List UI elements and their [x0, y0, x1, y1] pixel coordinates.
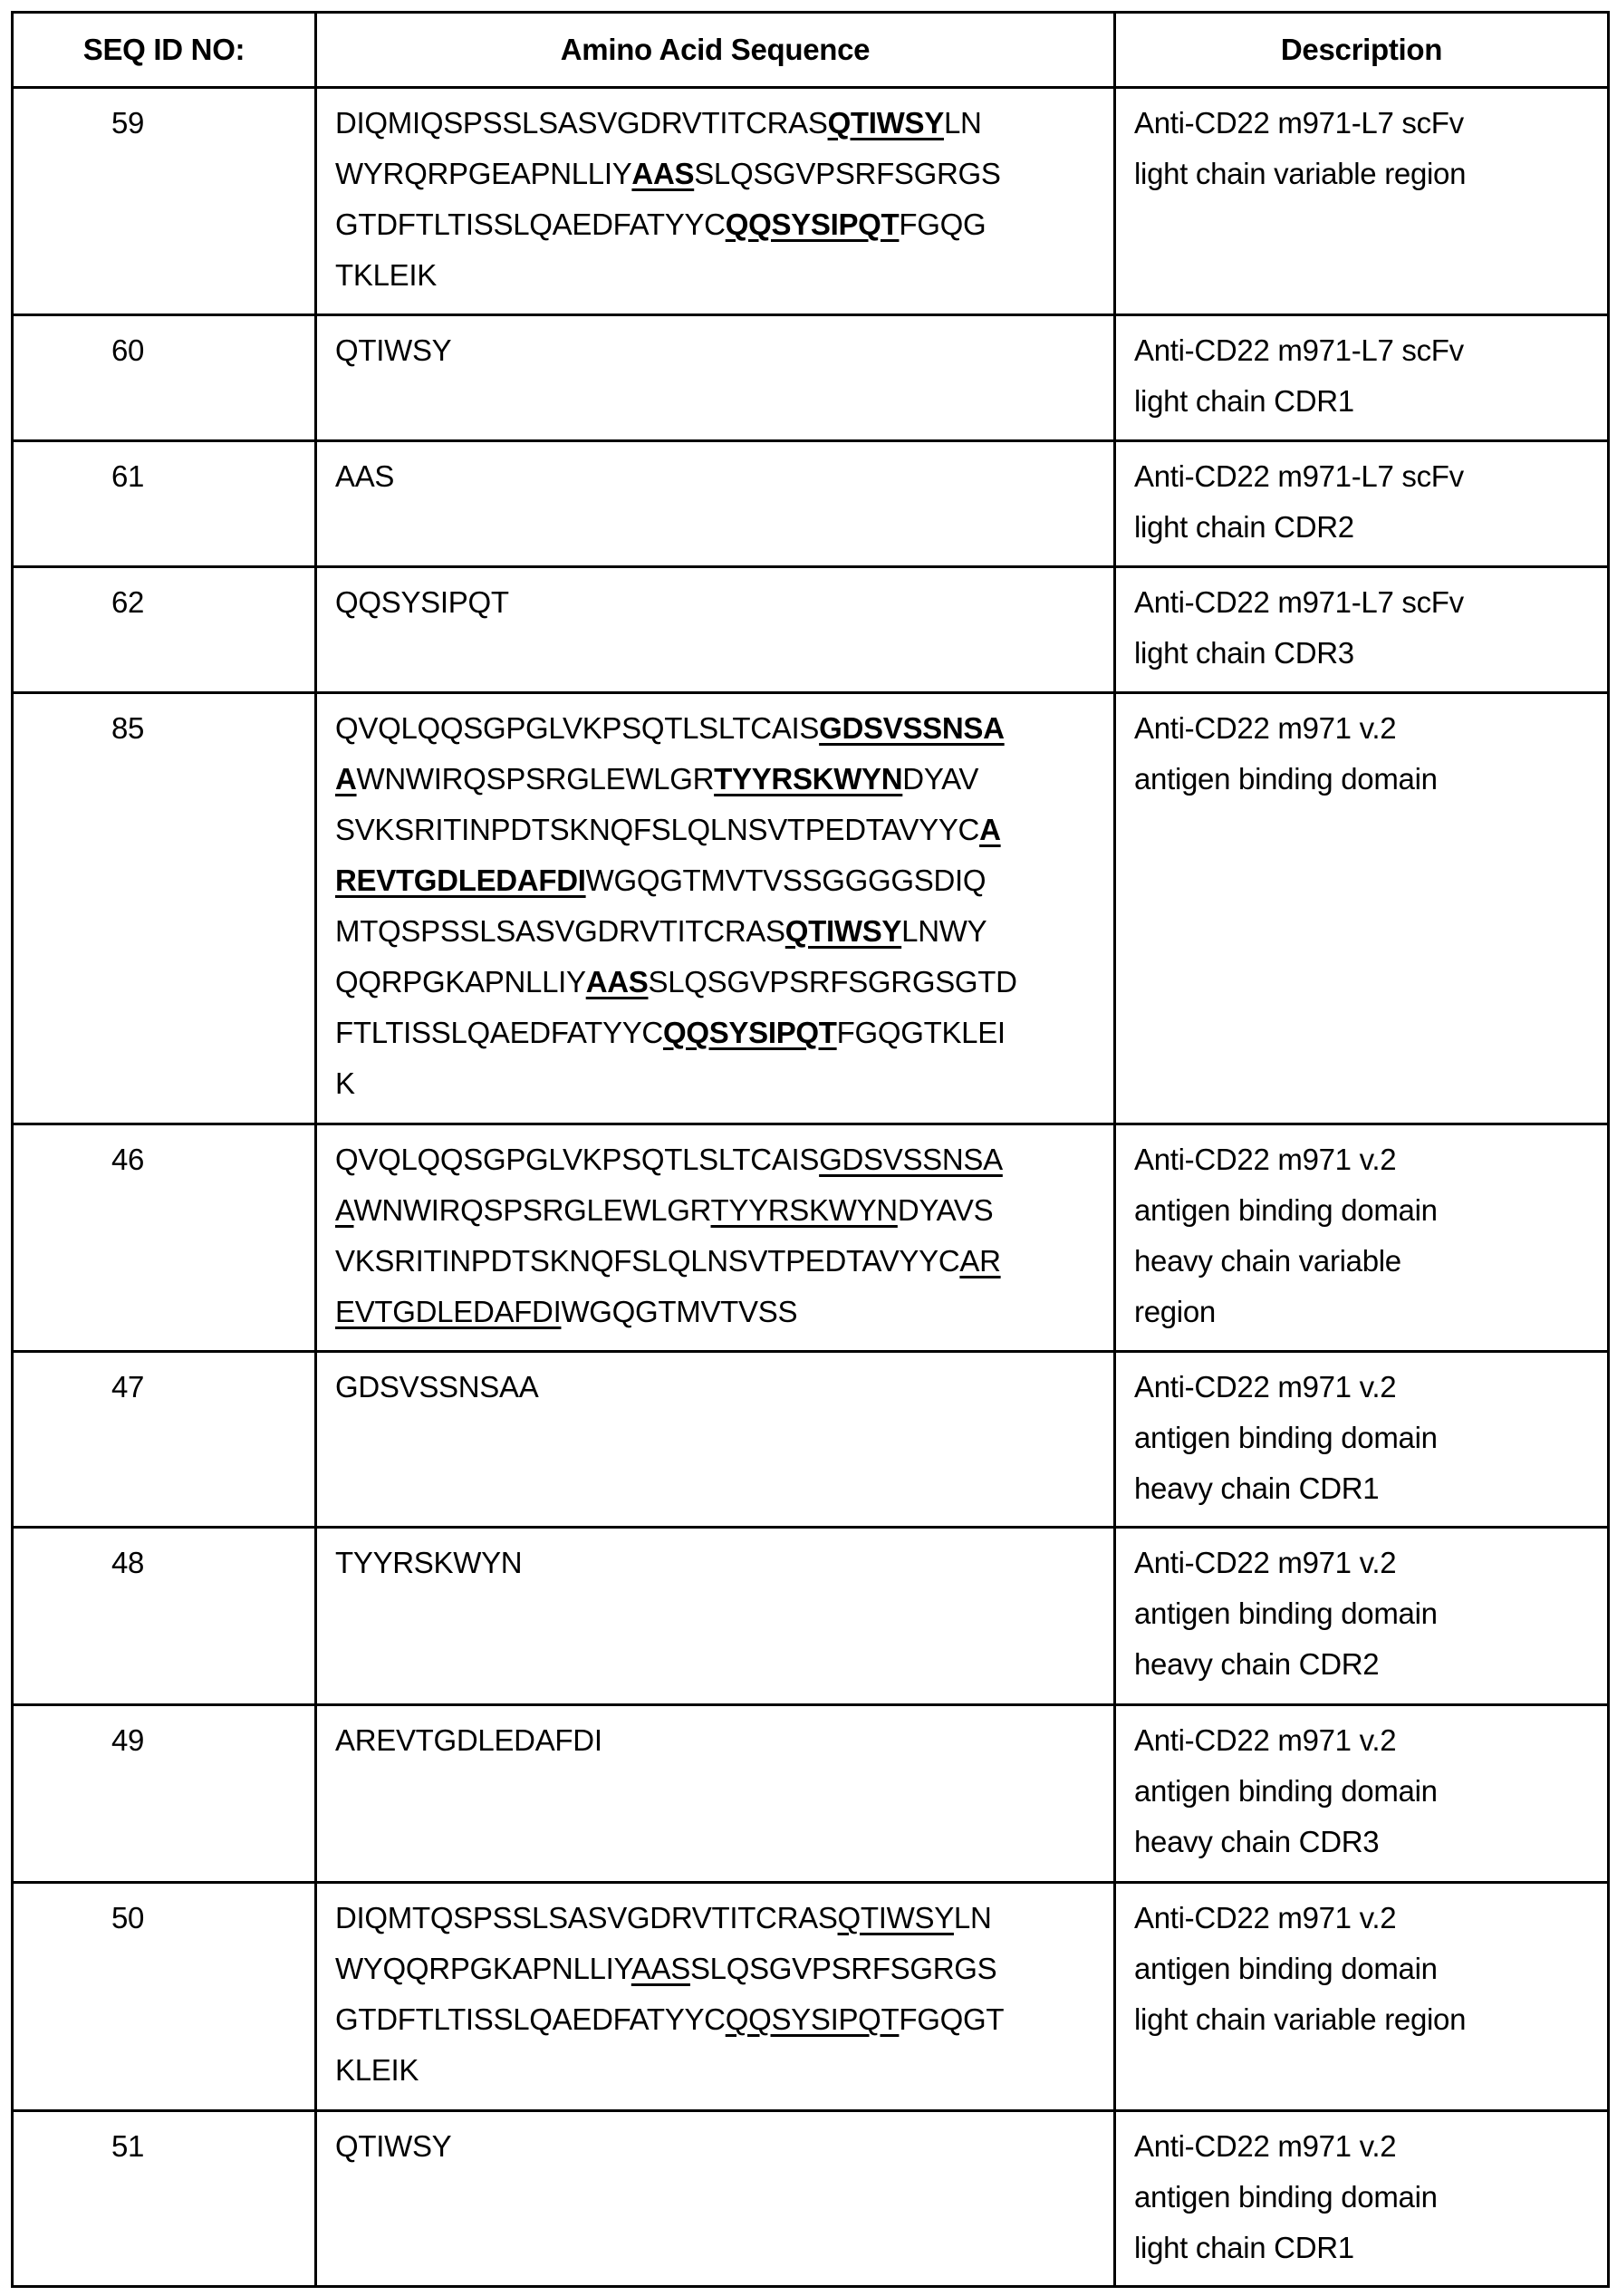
sequence-segment: QQRPGKAPNLLIY: [335, 965, 586, 998]
sequence-line: [335, 1944, 1095, 1994]
sequence-line: [335, 1994, 1095, 2045]
sequence-line: [335, 855, 1095, 906]
description-line: Anti-CD22 m971 v.2: [1134, 703, 1589, 754]
description-line: Anti-CD22 m971-L7 scFv: [1134, 325, 1589, 376]
cdr-segment: QTIWSY: [838, 1901, 954, 1934]
sequence-line: [335, 2121, 1095, 2172]
cdr-segment: QQSYSIPQT: [726, 207, 900, 241]
description-line: Anti-CD22 m971-L7 scFv: [1134, 98, 1589, 149]
sequence-segment: SLQSGVPSRFSGRGS: [694, 157, 1000, 190]
sequence-segment: SLQSGVPSRFSGRGSGTD: [648, 965, 1016, 998]
seq-id-cell: 49: [13, 1705, 316, 1883]
description-line: heavy chain CDR2: [1134, 1639, 1589, 1690]
description-cell: [1115, 1883, 1609, 2111]
description-line: Anti-CD22 m971 v.2: [1134, 2121, 1589, 2172]
sequence-segment: WNWIRQSPSRGLEWLGR: [354, 1193, 711, 1227]
description-line: antigen binding domain: [1134, 2172, 1589, 2223]
sequence-line: [335, 199, 1095, 250]
description-line: heavy chain CDR3: [1134, 1817, 1589, 1867]
sequence-line: [335, 98, 1095, 149]
cdr-segment: AAS: [631, 157, 694, 190]
seq-id-cell: 85: [13, 693, 316, 1124]
sequence-line: [335, 1008, 1095, 1058]
sequence-line: [335, 957, 1095, 1008]
header-description: Description: [1115, 13, 1609, 88]
sequence-segment: GTDFTLTISSLQAEDFATYYC: [335, 207, 726, 241]
sequence-table: [11, 11, 1610, 2288]
cdr-segment: TYYRSKWYN: [711, 1193, 898, 1227]
sequence-segment: FGQGTKLEI: [837, 1016, 1006, 1049]
sequence-segment: SLQSGVPSRFSGRGS: [690, 1952, 996, 1985]
sequence-line: [335, 1893, 1095, 1944]
description-line: Anti-CD22 m971 v.2: [1134, 1893, 1589, 1944]
sequence-segment: GDSVSSNSAA: [335, 1370, 538, 1404]
description-line: heavy chain CDR1: [1134, 1463, 1589, 1514]
description-cell: [1115, 88, 1609, 315]
description-cell: [1115, 693, 1609, 1124]
cdr-segment: AR: [959, 1244, 1000, 1278]
description-line: Anti-CD22 m971 v.2: [1134, 1362, 1589, 1413]
sequence-line: [335, 1236, 1095, 1287]
sequence-segment: WGQGTMVTVSSGGGGSDIQ: [586, 863, 987, 897]
header-seq-id: SEQ ID NO:: [13, 13, 316, 88]
table-row: [13, 88, 1609, 315]
description-line: light chain variable region: [1134, 149, 1589, 199]
description-line: light chain variable region: [1134, 1994, 1589, 2045]
description-line: antigen binding domain: [1134, 1588, 1589, 1639]
cdr-segment: AAS: [631, 1952, 690, 1985]
sequence-line: [335, 1715, 1095, 1766]
sequence-segment: LN: [954, 1901, 992, 1934]
sequence-cell: [316, 441, 1115, 567]
description-cell: [1115, 1705, 1609, 1883]
sequence-segment: KLEIK: [335, 2053, 419, 2087]
sequence-line: [335, 1185, 1095, 1236]
description-line: Anti-CD22 m971-L7 scFv: [1134, 577, 1589, 628]
table-row: [13, 441, 1609, 567]
cdr-segment: A: [335, 1193, 354, 1227]
cdr-segment: QQSYSIPQT: [726, 2002, 900, 2036]
sequence-line: [335, 1134, 1095, 1185]
sequence-segment: LN: [944, 106, 982, 140]
header-row: [13, 13, 1609, 88]
table-row: [13, 2111, 1609, 2287]
sequence-line: [335, 2045, 1095, 2096]
description-line: light chain CDR3: [1134, 628, 1589, 679]
description-line: region: [1134, 1287, 1589, 1337]
sequence-line: [335, 1362, 1095, 1413]
sequence-segment: MTQSPSSLSASVGDRVTITCRAS: [335, 914, 785, 948]
description-cell: [1115, 315, 1609, 441]
seq-id-cell: 47: [13, 1352, 316, 1528]
sequence-line: [335, 250, 1095, 301]
table-row: [13, 1124, 1609, 1352]
description-cell: [1115, 441, 1609, 567]
table-row: [13, 567, 1609, 693]
seq-id-cell: 60: [13, 315, 316, 441]
sequence-segment: QTIWSY: [335, 333, 451, 367]
description-line: light chain CDR2: [1134, 502, 1589, 553]
description-cell: [1115, 2111, 1609, 2287]
sequence-segment: DIQMIQSPSSLSASVGDRVTITCRAS: [335, 106, 828, 140]
sequence-segment: TKLEIK: [335, 258, 437, 292]
description-line: antigen binding domain: [1134, 1185, 1589, 1236]
cdr-segment: GDSVSSNSA: [819, 1143, 1003, 1176]
sequence-segment: FTLTISSLQAEDFATYYC: [335, 1016, 663, 1049]
sequence-segment: VKSRITINPDTSKNQFSLQLNSVTPEDTAVYYC: [335, 1244, 959, 1278]
sequence-segment: SVKSRITINPDTSKNQFSLQLNSVTPEDTAVYYC: [335, 813, 979, 846]
sequence-cell: [316, 693, 1115, 1124]
seq-id-cell: 59: [13, 88, 316, 315]
sequence-segment: DYAVS: [898, 1193, 993, 1227]
description-line: antigen binding domain: [1134, 1944, 1589, 1994]
table-row: [13, 1883, 1609, 2111]
sequence-line: [335, 1287, 1095, 1337]
cdr-segment: EVTGDLEDAFDI: [335, 1295, 561, 1328]
description-line: Anti-CD22 m971 v.2: [1134, 1715, 1589, 1766]
table-row: [13, 1528, 1609, 1705]
sequence-cell: [316, 567, 1115, 693]
description-cell: [1115, 567, 1609, 693]
sequence-cell: [316, 1124, 1115, 1352]
sequence-line: [335, 703, 1095, 754]
sequence-segment: WYRQRPGEAPNLLIY: [335, 157, 631, 190]
cdr-segment: REVTGDLEDAFDI: [335, 863, 586, 897]
seq-id-cell: 46: [13, 1124, 316, 1352]
cdr-segment: A: [335, 762, 357, 796]
sequence-line: [335, 325, 1095, 376]
cdr-segment: QTIWSY: [785, 914, 901, 948]
table-row: [13, 693, 1609, 1124]
sequence-line: [335, 149, 1095, 199]
cdr-segment: TYYRSKWYN: [714, 762, 902, 796]
sequence-cell: [316, 1883, 1115, 2111]
sequence-segment: LNWY: [901, 914, 987, 948]
table-body: [13, 88, 1609, 2287]
sequence-segment: AREVTGDLEDAFDI: [335, 1723, 602, 1757]
description-line: light chain CDR1: [1134, 376, 1589, 427]
sequence-segment: FGQG: [899, 207, 986, 241]
description-cell: [1115, 1124, 1609, 1352]
description-line: Anti-CD22 m971 v.2: [1134, 1538, 1589, 1588]
description-line: heavy chain variable: [1134, 1236, 1589, 1287]
description-cell: [1115, 1352, 1609, 1528]
description-line: antigen binding domain: [1134, 1413, 1589, 1463]
table-row: [13, 1705, 1609, 1883]
sequence-line: [335, 451, 1095, 502]
sequence-cell: [316, 1528, 1115, 1705]
cdr-segment: QTIWSY: [828, 106, 944, 140]
sequence-segment: DIQMTQSPSSLSASVGDRVTITCRAS: [335, 1901, 838, 1934]
sequence-line: [335, 577, 1095, 628]
sequence-segment: WYQQRPGKAPNLLIY: [335, 1952, 631, 1985]
header-amino-acid-sequence: Amino Acid Sequence: [316, 13, 1115, 88]
sequence-segment: QVQLQQSGPGLVKPSQTLSLTCAIS: [335, 1143, 819, 1176]
sequence-cell: [316, 88, 1115, 315]
table-row: [13, 315, 1609, 441]
sequence-line: [335, 1538, 1095, 1588]
sequence-cell: [316, 315, 1115, 441]
sequence-cell: [316, 1705, 1115, 1883]
sequence-line: [335, 906, 1095, 957]
sequence-segment: QTIWSY: [335, 2129, 451, 2163]
sequence-segment: DYAV: [902, 762, 978, 796]
description-line: Anti-CD22 m971-L7 scFv: [1134, 451, 1589, 502]
sequence-cell: [316, 1352, 1115, 1528]
cdr-segment: A: [979, 813, 1001, 846]
seq-id-cell: 50: [13, 1883, 316, 2111]
cdr-segment: QQSYSIPQT: [663, 1016, 837, 1049]
sequence-line: [335, 1058, 1095, 1109]
description-line: antigen binding domain: [1134, 754, 1589, 805]
sequence-segment: K: [335, 1066, 355, 1100]
table-row: [13, 1352, 1609, 1528]
description-line: Anti-CD22 m971 v.2: [1134, 1134, 1589, 1185]
description-cell: [1115, 1528, 1609, 1705]
sequence-segment: WNWIRQSPSRGLEWLGR: [357, 762, 715, 796]
sequence-segment: GTDFTLTISSLQAEDFATYYC: [335, 2002, 726, 2036]
seq-id-cell: 51: [13, 2111, 316, 2287]
cdr-segment: AAS: [586, 965, 649, 998]
sequence-segment: FGQGT: [899, 2002, 1004, 2036]
sequence-segment: AAS: [335, 459, 394, 493]
seq-id-cell: 62: [13, 567, 316, 693]
description-line: antigen binding domain: [1134, 1766, 1589, 1817]
description-line: light chain CDR1: [1134, 2223, 1589, 2273]
seq-id-cell: 61: [13, 441, 316, 567]
sequence-line: [335, 754, 1095, 805]
sequence-segment: TYYRSKWYN: [335, 1546, 522, 1579]
sequence-segment: WGQGTMVTVSS: [561, 1295, 797, 1328]
sequence-line: [335, 805, 1095, 855]
seq-id-cell: 48: [13, 1528, 316, 1705]
sequence-segment: QVQLQQSGPGLVKPSQTLSLTCAIS: [335, 711, 819, 745]
sequence-segment: QQSYSIPQT: [335, 585, 509, 619]
cdr-segment: GDSVSSNSA: [819, 711, 1005, 745]
sequence-cell: [316, 2111, 1115, 2287]
